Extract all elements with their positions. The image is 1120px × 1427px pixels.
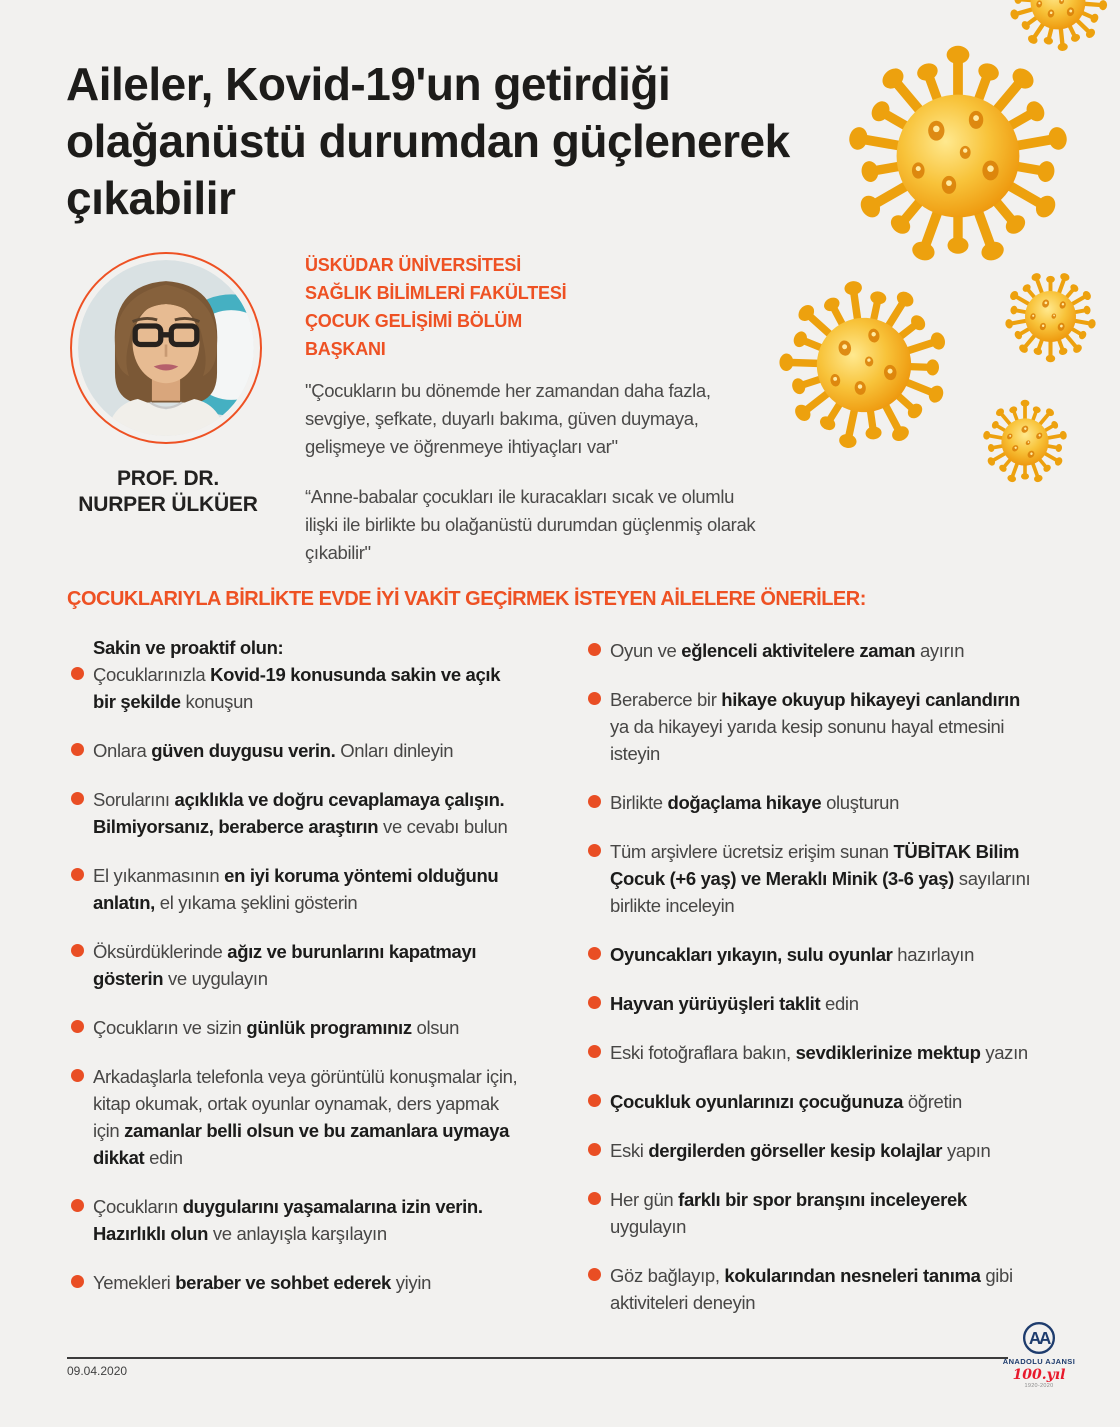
suggestion-text: Yemekleri beraber ve sohbet ederek yiyin [93,1272,432,1293]
suggestions-column-left [71,634,523,1318]
aa-monogram-icon [1021,1320,1057,1356]
coronavirus-icon [991,257,1110,376]
suggestion-item [588,686,1043,767]
suggestion-text: Birlikte doğaçlama hikaye oluşturun [610,792,900,813]
suggestion-item [588,838,1043,919]
expert-title: PROF. DR. [116,467,220,490]
suggestion-item [71,862,523,916]
suggestion-text: Tüm arşivlere ücretsiz erişim sunan TÜBİTAK Bilim Çocuk (+6 yaş) ve Meraklı Minik (3-6 yaş) sayılarını birlikte inceleyin [610,841,1031,916]
suggestion-text: Her gün farklı bir spor branşını inceleyerek uygulayın [610,1189,967,1237]
bullet-icon [71,868,84,881]
suggestion-text: Beraberce bir hikaye okuyup hikayeyi canlandırın ya da hikayeyi yarıda kesip sonunu hayal etmesini isteyin [610,689,1020,764]
expert-affiliation: ÜSKÜDAR ÜNİVERSİTESİ SAĞLIK BİLİMLERİ FAKÜLTESİ ÇOCUK GELİŞİMİ BÖLÜM BAŞKANI [305,255,567,359]
bullet-icon [588,947,601,960]
suggestion-text: Sorularını açıklıkla ve doğru cevaplamaya çalışın. Bilmiyorsanız, beraberce araştırın ve cevabı bulun [93,789,508,837]
bullet-icon [588,996,601,1009]
expert-info [305,251,765,567]
anadolu-agency-logo [1002,1320,1076,1389]
bullet-icon [71,1275,84,1288]
suggestion-item [588,1039,1043,1066]
expert-name [38,466,298,518]
suggestion-text: Öksürdüklerinde ağız ve burunlarını kapatmayı gösterin ve uygulayın [93,941,477,989]
centennial-years: 1920-2020 [1024,1383,1054,1389]
bullet-icon [588,1094,601,1107]
page-title: Aileler, Kovid-19'un getirdiği olağanüstü durumdan güçlenerek çıkabilir [66,58,790,224]
bullet-icon [588,1268,601,1281]
suggestion-item [588,1088,1043,1115]
suggestion-list-right [588,637,1043,1316]
suggestion-text: Oyun ve eğlenceli aktivitelere zaman ayırın [610,640,965,661]
suggestion-text: Çocukların duygularını yaşamalarına izin verin. Hazırlıklı olun ve anlayışla karşılayın [93,1196,483,1244]
centennial-mark: 100.yıl [1012,1367,1066,1383]
bullet-icon [588,795,601,808]
suggestion-item [71,1063,523,1171]
suggestion-text: Eski fotoğraflara bakın, sevdiklerinize mektup yazın [610,1042,1028,1063]
suggestion-text: Göz bağlayıp, kokularından nesneleri tanıma gibi aktiviteleri deneyin [610,1265,1013,1313]
suggestion-text: Oyuncakları yıkayın, sulu oyunlar hazırlayın [610,944,975,965]
bullet-icon [588,643,601,656]
suggestion-text: Çocukluk oyunlarınızı çocuğunuza öğretin [610,1091,962,1112]
coronavirus-icon [846,44,1070,268]
expert-fullname: NURPER ÜLKÜER [78,493,258,516]
suggestion-item [71,1014,523,1041]
list-intro: Sakin ve proaktif olun: [93,637,284,658]
bullet-icon [71,1020,84,1033]
bullet-icon [71,667,84,680]
suggestion-item [588,1186,1043,1240]
expert-quote-2: “Anne-babalar çocukları ile kuracakları sıcak ve olumlu ilişki ile birlikte bu olağanüstü durumdan güçlenmiş olarak çıkabilir" [305,486,756,563]
suggestion-text: Onlara güven duygusu verin. Onları dinleyin [93,740,454,761]
bullet-icon [588,1192,601,1205]
suggestion-item [588,637,1043,664]
suggestion-item [588,941,1043,968]
suggestion-text: Çocuklarınızla Kovid-19 konusunda sakin ve açık bir şekilde konuşun [93,664,501,712]
suggestion-item [71,1269,523,1296]
suggestion-text: Çocukların ve sizin günlük programınız olsun [93,1017,460,1038]
bullet-icon [588,844,601,857]
bullet-icon [71,1069,84,1082]
bullet-icon [588,692,601,705]
bullet-icon [588,1045,601,1058]
expert-quote-1: "Çocukların bu dönemde her zamandan daha fazla, sevgiye, şefkate, duyarlı bakıma, güven duymaya, gelişmeye ve öğrenmeye ihtiyaçları var" [305,380,711,457]
bullet-icon [71,944,84,957]
expert-portrait-illustration [78,260,254,436]
suggestion-item [588,990,1043,1017]
suggestion-text: Eski dergilerden görseller kesip kolajlar yapın [610,1140,991,1161]
coronavirus-icon [767,268,961,462]
suggestion-text: Arkadaşlarla telefonla veya görüntülü konuşmalar için, kitap okumak, ortak oyunlar oynamak, ders yapmak için zamanlar belli olsun ve bu zamanlara uymaya dikkat edin [93,1066,518,1168]
svg-text:AA: AA [1028,1328,1050,1348]
expert-photo [70,252,262,444]
suggestion-item [71,1193,523,1247]
suggestion-item [588,789,1043,816]
suggestions-column-right [588,637,1043,1338]
suggestion-text: El yıkanmasının en iyi koruma yöntemi olduğunu anlatın, el yıkama şeklini gösterin [93,865,499,913]
suggestion-item [71,661,523,715]
bullet-icon [71,792,84,805]
suggestion-text: Hayvan yürüyüşleri taklit edin [610,993,859,1014]
publication-date: 09.04.2020 [67,1364,128,1378]
coronavirus-icon [964,381,1085,502]
bullet-icon [71,743,84,756]
suggestion-item [588,1137,1043,1164]
suggestion-item [71,786,523,840]
footer-divider [67,1357,1008,1359]
bullet-icon [588,1143,601,1156]
section-heading: ÇOCUKLARIYLA BİRLİKTE EVDE İYİ VAKİT GEÇİRMEK İSTEYEN AİLELERE ÖNERİLER: [67,588,866,610]
agency-name: ANADOLU AJANSI [1002,1357,1076,1366]
bullet-icon [71,1199,84,1212]
suggestion-list-left [71,661,523,1296]
coronavirus-icon [997,0,1118,63]
suggestion-item [588,1262,1043,1316]
suggestion-item [71,737,523,764]
suggestion-item [71,938,523,992]
